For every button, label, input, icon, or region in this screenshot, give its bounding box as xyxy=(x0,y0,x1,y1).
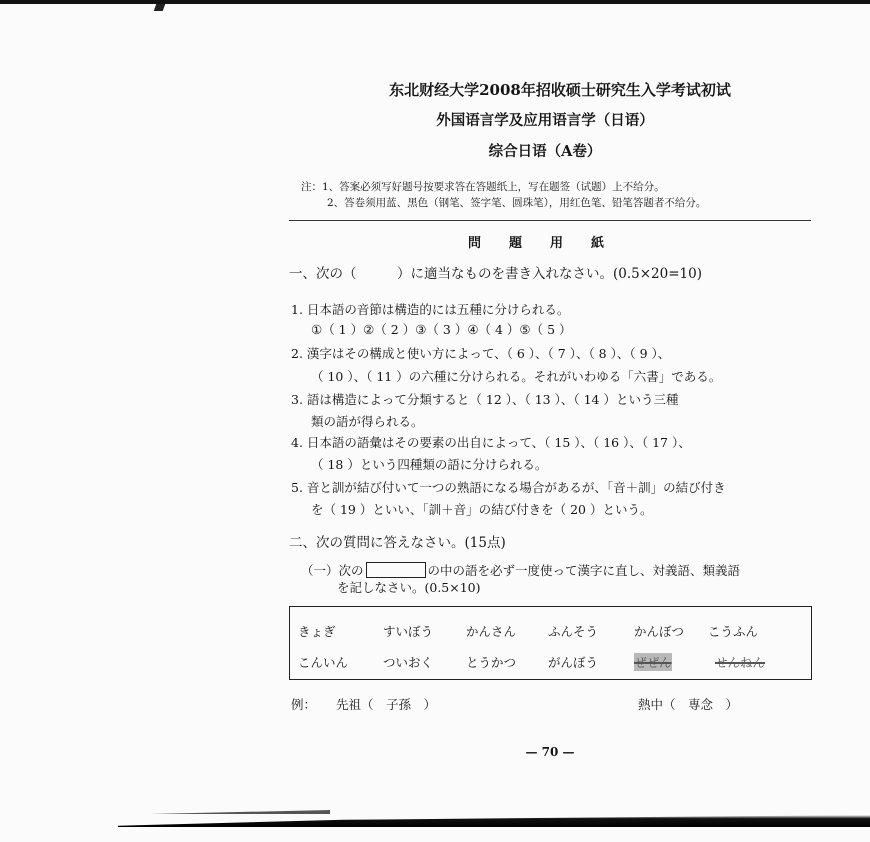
divider xyxy=(289,220,811,221)
word-item: きょぎ xyxy=(298,624,336,639)
word-item: こうふん xyxy=(708,624,759,639)
word-item: ついおく xyxy=(383,655,434,670)
scan-top-border xyxy=(0,0,870,4)
section1-heading: 一、次の（ ）に適当なものを書き入れなさい。(0.5×20=10) xyxy=(289,266,702,282)
word-item: がんぼう xyxy=(548,655,599,670)
section2-heading: 二、次の質問に答えなさい。(15点) xyxy=(289,535,506,551)
word-item: ふんそう xyxy=(548,624,599,639)
note-line-1: 注：1、答案必须写好题号按要求答在答题纸上，写在题签（试题）上不给分。 xyxy=(301,181,665,193)
exam-paper: 综合日语（A卷） xyxy=(488,143,602,160)
question-line: 4. 日本語の語彙はその要素の出自によって、（ 15 ）、（ 16 ）、（ 17 ）、 xyxy=(291,435,691,450)
example-2: 熱中（ 専念 ） xyxy=(638,697,739,712)
word-box xyxy=(289,606,812,680)
blank-box xyxy=(366,562,426,578)
subquestion-prefix: （一）次の xyxy=(301,563,364,578)
word-item-struck: ぜぜん xyxy=(634,655,672,670)
subquestion-1 xyxy=(301,562,740,579)
question-line: 3. 語は構造によって分類すると（ 12 ）、（ 13 ）、（ 14 ）という三種 xyxy=(291,392,679,407)
page-number: — 70 — xyxy=(525,745,575,759)
scan-bottom-streak xyxy=(150,810,330,814)
example-label: 例： xyxy=(291,697,317,712)
question-line: を（ 19 ）といい、「訓＋音」の結び付きを（ 20 ）という。 xyxy=(311,502,653,517)
word-item: すいぼう xyxy=(383,624,434,639)
example-1: 先祖（ 子孫 ） xyxy=(336,697,437,712)
question-line: 5. 音と訓が結び付いて一つの熟語になる場合があるが、「音＋訓」の結び付き xyxy=(291,480,726,495)
scan-mark xyxy=(154,4,166,11)
question-line: （ 18 ）という四種類の語に分けられる。 xyxy=(311,457,548,472)
word-item: かんさん xyxy=(466,624,517,639)
question-line: 類の語が得られる。 xyxy=(311,414,424,429)
exam-title: 东北财经大学2008年招收硕士研究生入学考试初试 xyxy=(389,81,731,99)
question-line: 1. 日本語の音節は構造的には五種に分けられる。 xyxy=(291,302,570,317)
question-line: （ 10 ）、（ 11 ）の六種に分けられる。それがいわゆる「六書」である。 xyxy=(311,369,722,384)
word-item: かんぼつ xyxy=(634,624,685,639)
question-line: 2. 漢字はその構成と使い方によって、（ 6 ）、（ 7 ）、（ 8 ）、（ 9 ）、 xyxy=(291,346,671,361)
note-line-2: 2、答卷须用蓝、黑色（钢笔、签字笔、圆珠笔），用红色笔、铅笔答题者不给分。 xyxy=(327,197,707,209)
subquestion-1-line2: を記しなさい。(0.5×10) xyxy=(337,580,481,595)
subquestion-suffix: の中の語を必ず一度使って漢字に直し、対義語、類義語 xyxy=(427,563,741,578)
word-item-struck: せんねん xyxy=(715,655,766,670)
exam-subject: 外国语言学及应用语言学（日语） xyxy=(436,112,654,129)
question-line: ①（ 1 ）②（ 2 ）③（ 3 ）④（ 4 ）⑤（ 5 ） xyxy=(311,322,572,337)
scan-bottom-border xyxy=(118,815,870,827)
word-item: とうかつ xyxy=(466,655,517,670)
word-item: こんいん xyxy=(298,655,349,670)
sheet-title: 問題用紙 xyxy=(467,236,632,251)
